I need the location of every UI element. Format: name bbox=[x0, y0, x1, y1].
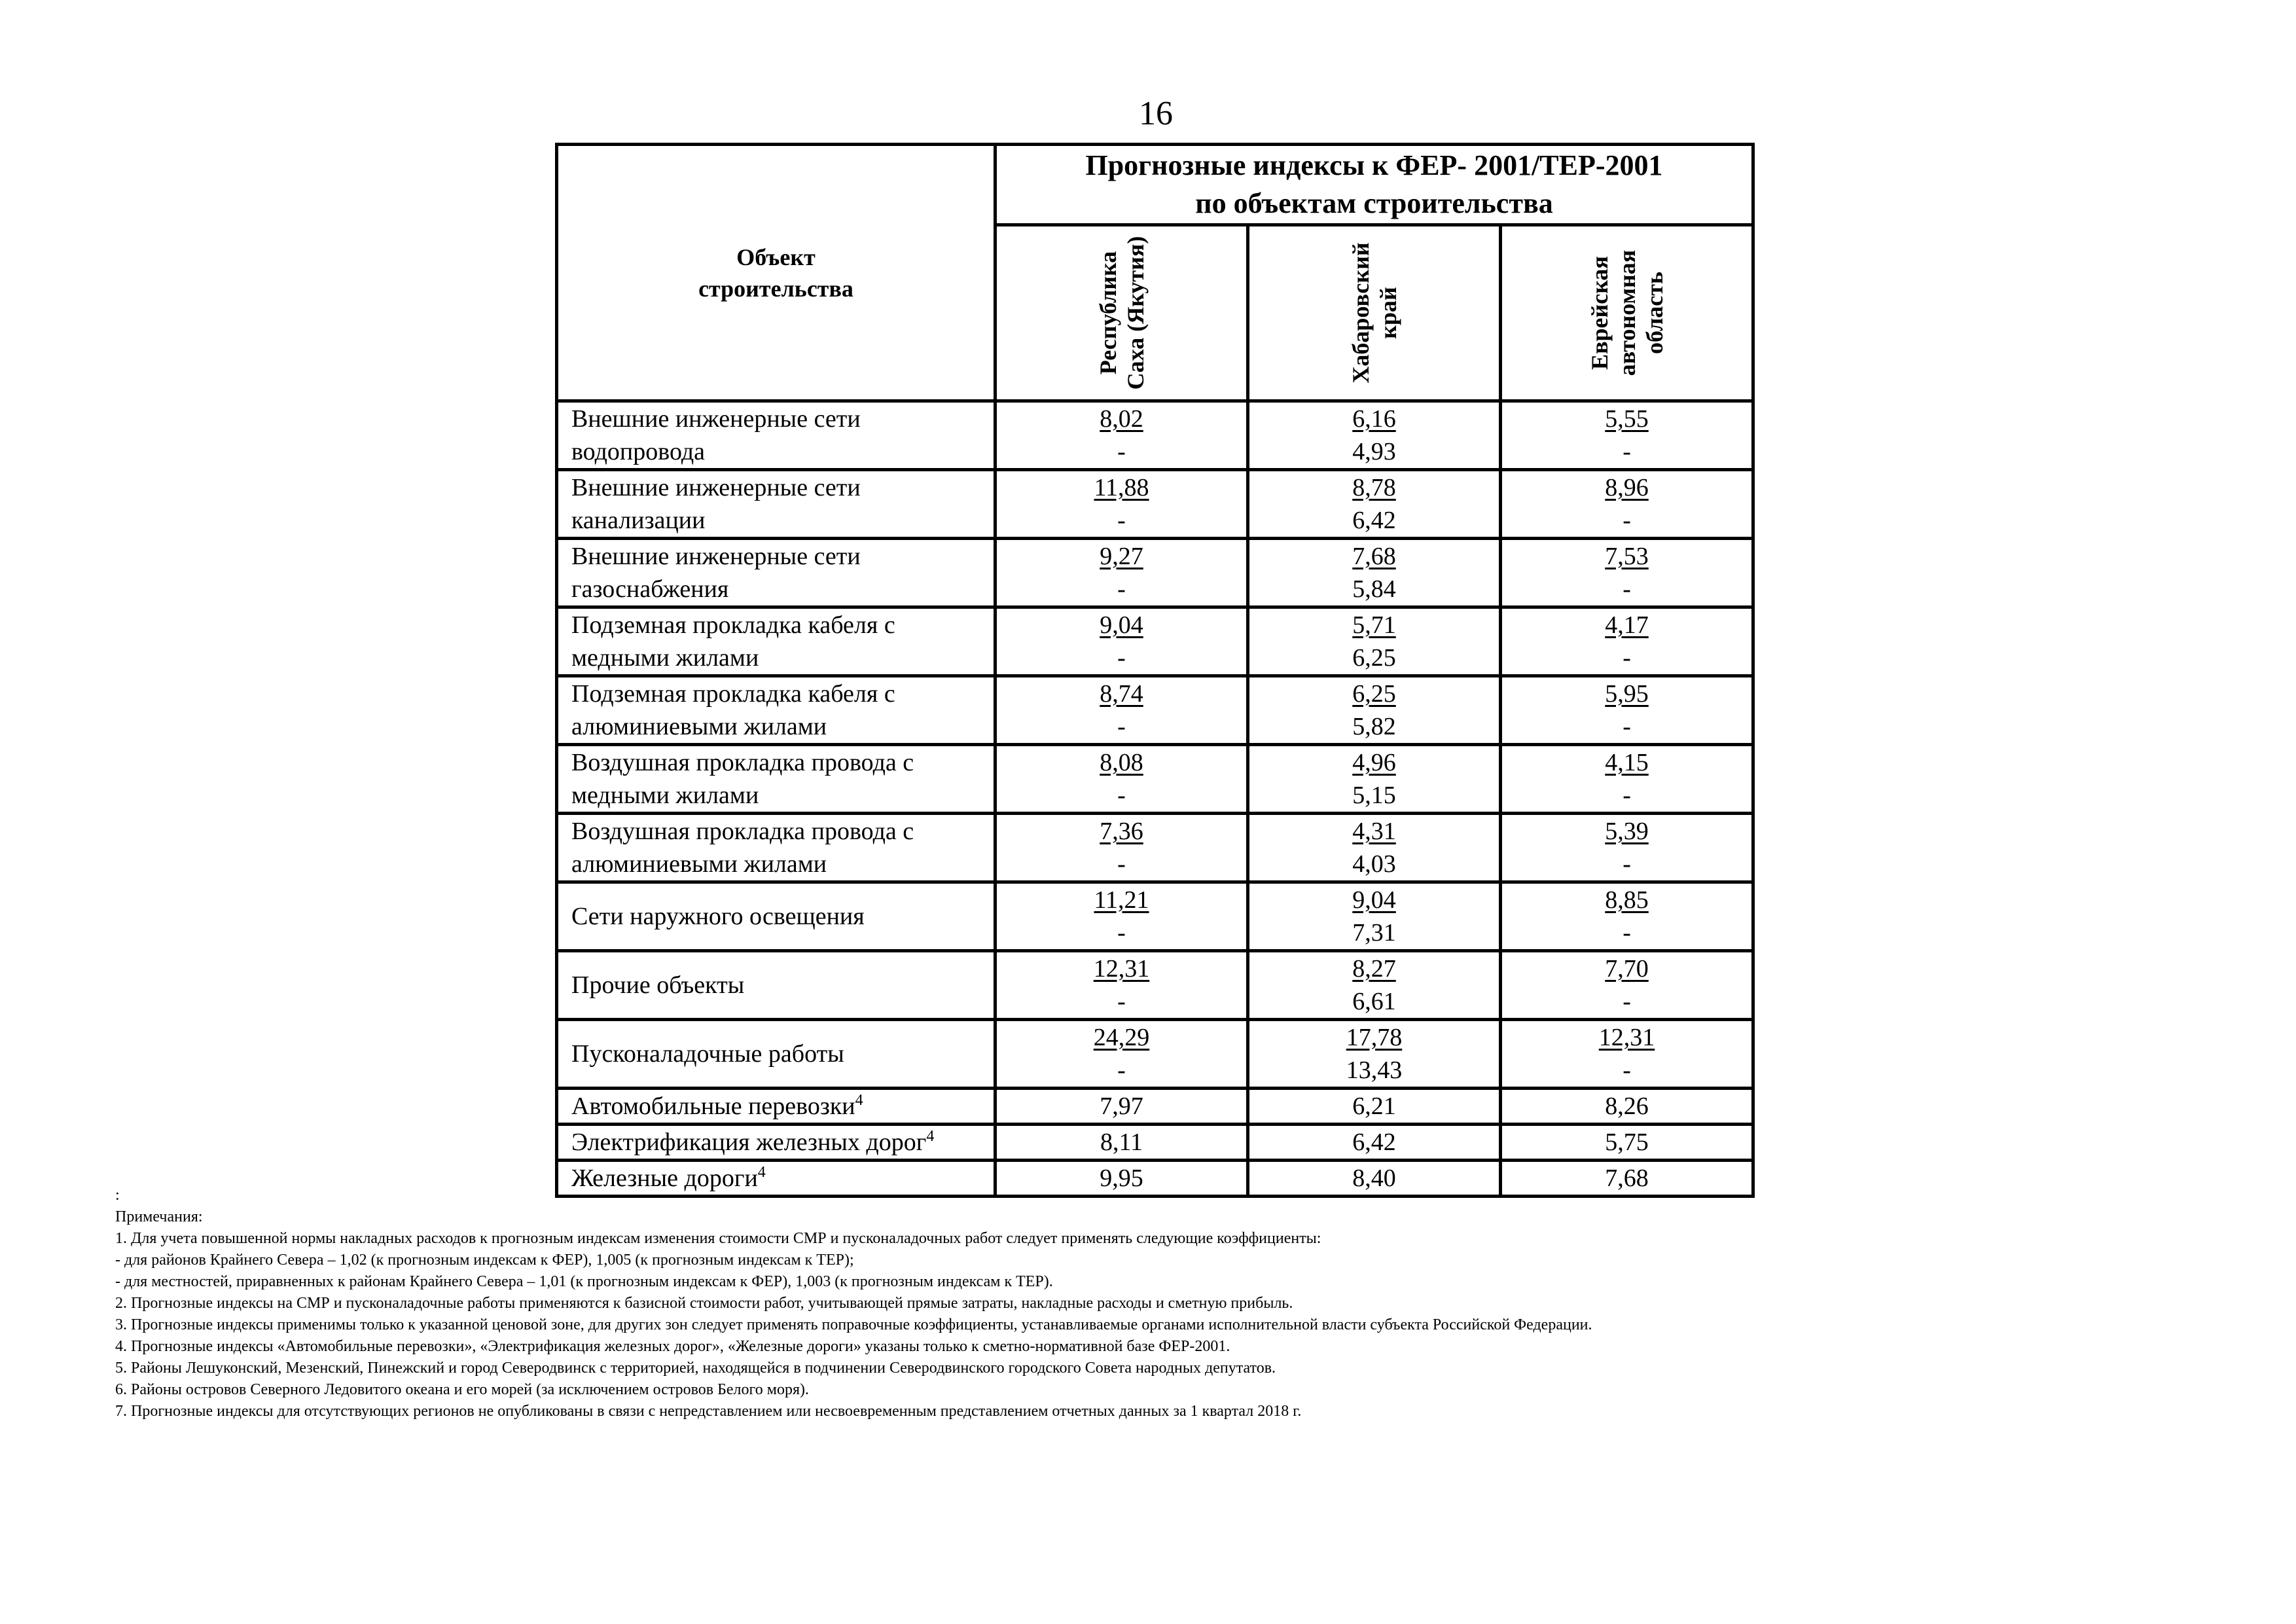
note-line: 2. Прогнозные индексы на СМР и пусконаладочные работы применяются к базисной стоимости работ, учитывающей прямые затраты, накладные расходы и сметную прибыль. bbox=[115, 1295, 1293, 1312]
object-name-line: Воздушная прокладка провода с bbox=[571, 749, 914, 776]
index-value-cell bbox=[1501, 745, 1753, 814]
underlined-value: 6,25 bbox=[1352, 680, 1396, 708]
underlined-value: 11,88 bbox=[1094, 474, 1149, 501]
index-value-cell: 8,11 bbox=[996, 1125, 1248, 1161]
ter-index-value: 5,82 bbox=[1352, 713, 1396, 740]
index-value-cell: 6,42 bbox=[1248, 1125, 1501, 1161]
index-value-cell bbox=[996, 814, 1248, 882]
index-value-cell bbox=[1501, 882, 1753, 951]
ter-index-value: - bbox=[1117, 1056, 1126, 1084]
underlined-value: 8,74 bbox=[1100, 680, 1143, 708]
underlined-value: 4,31 bbox=[1352, 818, 1396, 845]
ter-index-value: 13,43 bbox=[1346, 1056, 1403, 1084]
object-name-cell bbox=[557, 745, 996, 814]
table-row bbox=[557, 607, 1753, 676]
object-name-line: Подземная прокладка кабеля с bbox=[571, 611, 895, 639]
ter-index-value: 6,25 bbox=[1352, 644, 1396, 672]
note-line: 5. Районы Лешуконский, Мезенский, Пинежский и город Северодвинск с территорией, находящейся в подчинении Северодвинского городского Совета народных депутатов. bbox=[115, 1360, 1276, 1377]
index-value-cell bbox=[996, 676, 1248, 745]
ter-index-value: 5,15 bbox=[1352, 782, 1396, 809]
index-value-cell bbox=[1248, 745, 1501, 814]
index-value-cell bbox=[996, 951, 1248, 1020]
ter-index-value: - bbox=[1117, 438, 1126, 465]
index-value-cell bbox=[1248, 676, 1501, 745]
index-value-cell bbox=[1248, 882, 1501, 951]
object-name-line: водопровода bbox=[571, 438, 706, 465]
underlined-value: 8,27 bbox=[1352, 955, 1396, 983]
table-row bbox=[557, 676, 1753, 745]
index-value-cell bbox=[996, 882, 1248, 951]
underlined-value: 4,96 bbox=[1352, 749, 1396, 776]
ter-index-value: 7,31 bbox=[1352, 919, 1396, 947]
index-value-cell bbox=[996, 745, 1248, 814]
index-value-cell bbox=[1501, 539, 1753, 607]
note-line: 7. Прогнозные индексы для отсутствующих регионов не опубликованы в связи с непредставлением или несвоевременным представлением отчетных данных за 1 квартал 2018 г. bbox=[115, 1403, 1302, 1420]
index-value-cell bbox=[1248, 401, 1501, 470]
underlined-value: 8,78 bbox=[1352, 474, 1396, 501]
ter-index-value: 4,93 bbox=[1352, 438, 1396, 465]
object-name-line: Воздушная прокладка провода с bbox=[571, 818, 914, 845]
table-row bbox=[557, 814, 1753, 882]
ter-index-value: 6,61 bbox=[1352, 988, 1396, 1015]
forecast-index-table bbox=[555, 143, 1755, 1198]
ter-index-value: - bbox=[1623, 438, 1631, 465]
object-name-line: Электрификация железных дорог bbox=[571, 1128, 927, 1156]
underlined-value: 6,16 bbox=[1352, 405, 1396, 433]
index-value-cell bbox=[1248, 470, 1501, 539]
index-value-cell bbox=[996, 539, 1248, 607]
object-name-cell bbox=[557, 607, 996, 676]
object-name-cell bbox=[557, 539, 996, 607]
note-line: : bbox=[115, 1187, 120, 1204]
underlined-value: 5,71 bbox=[1352, 611, 1396, 639]
ter-index-value: - bbox=[1623, 713, 1631, 740]
index-value-cell: 8,26 bbox=[1501, 1089, 1753, 1125]
note-line: 4. Прогнозные индексы «Автомобильные перевозки», «Электрификация железных дорог», «Железные дороги» указаны только к сметно-нормативной базе ФЕР-2001. bbox=[115, 1338, 1230, 1355]
ter-index-value: - bbox=[1623, 644, 1631, 672]
table-title: Прогнозные индексы к ФЕР- 2001/ТЕР-2001 по объектам строительства bbox=[996, 145, 1753, 225]
underlined-value: 5,55 bbox=[1605, 405, 1649, 433]
ter-index-value: - bbox=[1117, 782, 1126, 809]
ter-index-value: - bbox=[1117, 507, 1126, 534]
footnote-ref: 4 bbox=[855, 1092, 863, 1109]
object-name-line: медными жилами bbox=[571, 782, 759, 809]
ter-index-value: - bbox=[1623, 850, 1631, 878]
object-name-line: Железные дороги bbox=[571, 1164, 758, 1192]
index-value-cell bbox=[1501, 607, 1753, 676]
object-name-cell bbox=[557, 882, 996, 951]
index-value-cell bbox=[996, 1020, 1248, 1089]
underlined-value: 9,27 bbox=[1100, 543, 1143, 570]
underlined-value: 8,08 bbox=[1100, 749, 1143, 776]
object-name-line: медными жилами bbox=[571, 644, 759, 672]
object-name-line: Внешние инженерные сети bbox=[571, 543, 861, 570]
underlined-value: 4,15 bbox=[1605, 749, 1649, 776]
ter-index-value: - bbox=[1117, 988, 1126, 1015]
object-name-line: Подземная прокладка кабеля с bbox=[571, 680, 895, 708]
index-value-cell bbox=[1501, 1020, 1753, 1089]
index-value-cell bbox=[1501, 470, 1753, 539]
underlined-value: 12,31 bbox=[1598, 1024, 1655, 1051]
underlined-value: 12,31 bbox=[1093, 955, 1150, 983]
table-row bbox=[557, 1089, 1753, 1125]
note-line: Примечания: bbox=[115, 1208, 203, 1225]
index-value-cell: 6,21 bbox=[1248, 1089, 1501, 1125]
index-value-cell bbox=[1501, 401, 1753, 470]
table-row bbox=[557, 539, 1753, 607]
object-name-line: Пусконаладочные работы bbox=[571, 1040, 844, 1068]
index-value-cell bbox=[996, 401, 1248, 470]
table-row bbox=[557, 745, 1753, 814]
note-line: - для местностей, приравненных к районам Крайнего Севера – 1,01 (к прогнозным индексам к ФЕР), 1,003 (к прогнозным индексам к ТЕР). bbox=[115, 1273, 1053, 1290]
index-value-cell: 5,75 bbox=[1501, 1125, 1753, 1161]
ter-index-value: - bbox=[1623, 988, 1631, 1015]
index-value-cell bbox=[996, 607, 1248, 676]
region-header-sakha: Республика Саха (Якутия) bbox=[996, 225, 1248, 401]
object-name-cell bbox=[557, 470, 996, 539]
underlined-value: 8,96 bbox=[1605, 474, 1649, 501]
object-name-cell bbox=[557, 1089, 996, 1125]
note-line: - для районов Крайнего Севера – 1,02 (к прогнозным индексам к ФЕР), 1,005 (к прогнозным индексам к ТЕР); bbox=[115, 1252, 854, 1269]
index-value-cell bbox=[1248, 1020, 1501, 1089]
underlined-value: 7,36 bbox=[1100, 818, 1143, 845]
object-name-cell bbox=[557, 814, 996, 882]
underlined-value: 7,53 bbox=[1605, 543, 1649, 570]
object-name-cell bbox=[557, 1125, 996, 1161]
ter-index-value: 4,03 bbox=[1352, 850, 1396, 878]
object-name-cell bbox=[557, 1020, 996, 1089]
underlined-value: 7,70 bbox=[1605, 955, 1649, 983]
region-header-khabarovsk: Хабаровский край bbox=[1248, 225, 1501, 401]
table-row bbox=[557, 1125, 1753, 1161]
index-value-cell bbox=[1501, 814, 1753, 882]
index-value-cell bbox=[996, 470, 1248, 539]
underlined-value: 5,39 bbox=[1605, 818, 1649, 845]
index-value-cell bbox=[1248, 607, 1501, 676]
ter-index-value: - bbox=[1117, 850, 1126, 878]
underlined-value: 24,29 bbox=[1093, 1024, 1150, 1051]
note-line: 3. Прогнозные индексы применимы только к указанной ценовой зоне, для других зон следует применять поправочные коэффициенты, устанавливаемые органами исполнительной власти субъекта Российской Федерации. bbox=[115, 1316, 1592, 1333]
object-name-cell bbox=[557, 676, 996, 745]
object-name-line: Автомобильные перевозки bbox=[571, 1092, 855, 1120]
underlined-value: 7,68 bbox=[1352, 543, 1396, 570]
object-name-cell bbox=[557, 951, 996, 1020]
note-line: 1. Для учета повышенной нормы накладных расходов к прогнозным индексам изменения стоимости СМР и пусконаладочных работ следует применять следующие коэффициенты: bbox=[115, 1230, 1321, 1247]
notes-block bbox=[115, 1185, 2210, 1422]
index-value-cell bbox=[1501, 676, 1753, 745]
index-value-cell: 9,95 bbox=[996, 1161, 1248, 1197]
ter-index-value: - bbox=[1117, 713, 1126, 740]
table-row bbox=[557, 1020, 1753, 1089]
object-column-header: Объект строительства bbox=[557, 145, 996, 401]
ter-index-value: - bbox=[1623, 575, 1631, 603]
footnote-ref: 4 bbox=[757, 1164, 766, 1181]
underlined-value: 8,85 bbox=[1605, 886, 1649, 914]
table-row bbox=[557, 470, 1753, 539]
object-name-line: алюминиевыми жилами bbox=[571, 713, 827, 740]
underlined-value: 5,95 bbox=[1605, 680, 1649, 708]
object-name-line: Сети наружного освещения bbox=[571, 903, 865, 930]
object-name-line: канализации bbox=[571, 507, 706, 534]
underlined-value: 4,17 bbox=[1605, 611, 1649, 639]
index-value-cell bbox=[1501, 951, 1753, 1020]
index-value-cell bbox=[1248, 814, 1501, 882]
ter-index-value: - bbox=[1623, 782, 1631, 809]
underlined-value: 11,21 bbox=[1094, 886, 1149, 914]
underlined-value: 9,04 bbox=[1352, 886, 1396, 914]
underlined-value: 9,04 bbox=[1100, 611, 1143, 639]
ter-index-value: 6,42 bbox=[1352, 507, 1396, 534]
index-value-cell bbox=[1248, 951, 1501, 1020]
object-name-line: алюминиевыми жилами bbox=[571, 850, 827, 878]
object-name-cell bbox=[557, 401, 996, 470]
ter-index-value: - bbox=[1623, 919, 1631, 947]
index-value-cell bbox=[1248, 539, 1501, 607]
object-name-line: газоснабжения bbox=[571, 575, 729, 603]
ter-index-value: - bbox=[1117, 575, 1126, 603]
table-row bbox=[557, 951, 1753, 1020]
index-value-cell: 7,97 bbox=[996, 1089, 1248, 1125]
index-value-cell: 7,68 bbox=[1501, 1161, 1753, 1197]
footnote-ref: 4 bbox=[926, 1128, 935, 1145]
ter-index-value: - bbox=[1623, 1056, 1631, 1084]
region-header-jewish-ao: Еврейская автономная область bbox=[1501, 225, 1753, 401]
underlined-value: 8,02 bbox=[1100, 405, 1143, 433]
object-name-line: Внешние инженерные сети bbox=[571, 405, 861, 433]
index-value-cell: 8,40 bbox=[1248, 1161, 1501, 1197]
ter-index-value: 5,84 bbox=[1352, 575, 1396, 603]
table-row bbox=[557, 401, 1753, 470]
ter-index-value: - bbox=[1117, 644, 1126, 672]
object-name-line: Прочие объекты bbox=[571, 971, 745, 999]
ter-index-value: - bbox=[1623, 507, 1631, 534]
note-line: 6. Районы островов Северного Ледовитого океана и его морей (за исключением островов Белого моря). bbox=[115, 1381, 809, 1398]
page-number: 16 bbox=[1139, 95, 1173, 132]
table-row bbox=[557, 882, 1753, 951]
object-name-line: Внешние инженерные сети bbox=[571, 474, 861, 501]
underlined-value: 17,78 bbox=[1346, 1024, 1403, 1051]
ter-index-value: - bbox=[1117, 919, 1126, 947]
